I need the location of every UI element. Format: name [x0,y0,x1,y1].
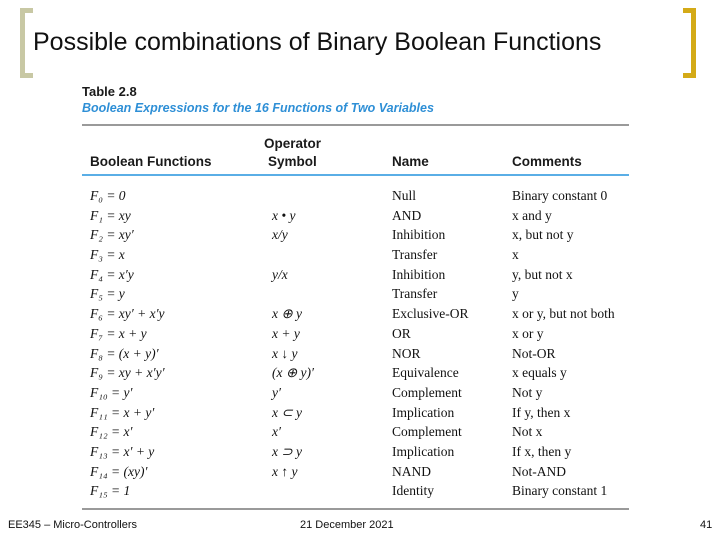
comment-cell: x equals y [512,365,567,381]
comment-cell: Not x [512,424,543,440]
function-cell: F₀ = 0 [90,188,126,203]
comment-cell: x or y, but not both [512,306,615,322]
table-row [82,442,629,462]
title-bracket-left [20,8,33,78]
name-cell: Exclusive-OR [392,306,469,322]
name-cell: Complement [392,384,462,400]
name-cell: Inhibition [392,266,446,282]
comment-cell: x [512,247,519,263]
function-cell: F₆ = xy′ + x′y [90,306,165,322]
function-cell: F₅ = y [90,286,125,302]
table-row [82,383,629,403]
symbol-cell: x ⊕ y [272,306,303,322]
header-boolean-functions: Boolean Functions [90,154,212,169]
header-symbol: Symbol [268,154,317,169]
table-bottom-rule [82,508,629,510]
table-row [82,206,629,226]
symbol-cell: x′ [272,424,281,440]
symbol-cell: x/y [272,227,288,243]
comment-cell: Binary constant 1 [512,483,608,499]
name-cell: Transfer [392,286,438,302]
table-caption: Boolean Expressions for the 16 Functions of Two Variables [82,101,434,115]
header-comments: Comments [512,154,582,169]
table-row [82,284,629,304]
function-cell: F₁₀ = y′ [90,384,133,400]
table-label: Table 2.8 [82,84,137,99]
comment-cell: Not-AND [512,463,566,479]
comment-cell: Not-OR [512,345,556,361]
comment-cell: y [512,286,519,302]
name-cell: AND [392,207,422,223]
symbol-cell: x ↓ y [272,345,298,361]
name-cell: Implication [392,404,455,420]
comment-cell: x and y [512,207,552,223]
symbol-cell: y′ [272,384,281,400]
header-name: Name [392,154,429,169]
symbol-cell: x • y [272,207,296,223]
function-cell: F₁₃ = x′ + y [90,443,155,459]
name-cell: Null [392,188,417,203]
header-operator: Operator [264,136,322,151]
comment-cell: If y, then x [512,404,571,420]
function-cell: F₁₁ = x + y′ [90,404,155,420]
table-row [82,324,629,344]
comment-cell: Not y [512,384,543,400]
name-cell: Inhibition [392,227,446,243]
symbol-cell: x ↑ y [272,463,298,479]
name-cell: Identity [392,483,434,499]
slide-title: Possible combinations of Binary Boolean Functions [33,28,602,56]
table-row [82,403,629,423]
name-cell: Complement [392,424,462,440]
function-cell: F₁₅ = 1 [90,483,131,499]
symbol-cell: x ⊂ y [272,404,303,420]
table-body [82,186,629,501]
function-cell: F₁ = xy [90,207,131,223]
name-cell: Transfer [392,247,438,263]
name-cell: Implication [392,443,455,459]
table-row [82,304,629,324]
comment-cell: Binary constant 0 [512,188,608,203]
footer-page-number: 41 [700,519,713,531]
table-row [82,186,629,206]
table-row [82,363,629,383]
table-row [82,245,629,265]
comment-cell: y, but not x [512,266,573,282]
name-cell: NOR [392,345,421,361]
function-cell: F₇ = x + y [90,325,147,341]
name-cell: OR [392,325,411,341]
comment-cell: x, but not y [512,227,574,243]
comment-cell: If x, then y [512,443,572,459]
function-cell: F₁₄ = (xy)′ [90,463,148,479]
function-cell: F₂ = xy′ [90,227,134,243]
table-header-rule [82,174,629,176]
function-cell: F₉ = xy + x′y′ [90,365,165,381]
symbol-cell: x ⊃ y [272,443,303,459]
symbol-cell: (x ⊕ y)′ [272,365,314,381]
boolean-functions-table [82,84,629,499]
title-bracket-right [683,8,696,78]
name-cell: Equivalence [392,365,459,381]
table-row [82,481,629,501]
symbol-cell: y/x [272,266,288,282]
table-row [82,225,629,245]
function-cell: F₃ = x [90,247,125,263]
table-row [82,422,629,442]
comment-cell: x or y [512,325,544,341]
table-top-rule [82,124,629,126]
footer-date: 21 December 2021 [300,519,394,531]
function-cell: F₁₂ = x′ [90,424,133,440]
table-row [82,462,629,482]
footer-course: EE345 – Micro-Controllers [8,519,137,531]
table-row [82,265,629,285]
function-cell: F₈ = (x + y)′ [90,345,159,361]
name-cell: NAND [392,463,431,479]
table-row [82,344,629,364]
symbol-cell: x + y [272,325,300,341]
function-cell: F₄ = x′y [90,266,134,282]
